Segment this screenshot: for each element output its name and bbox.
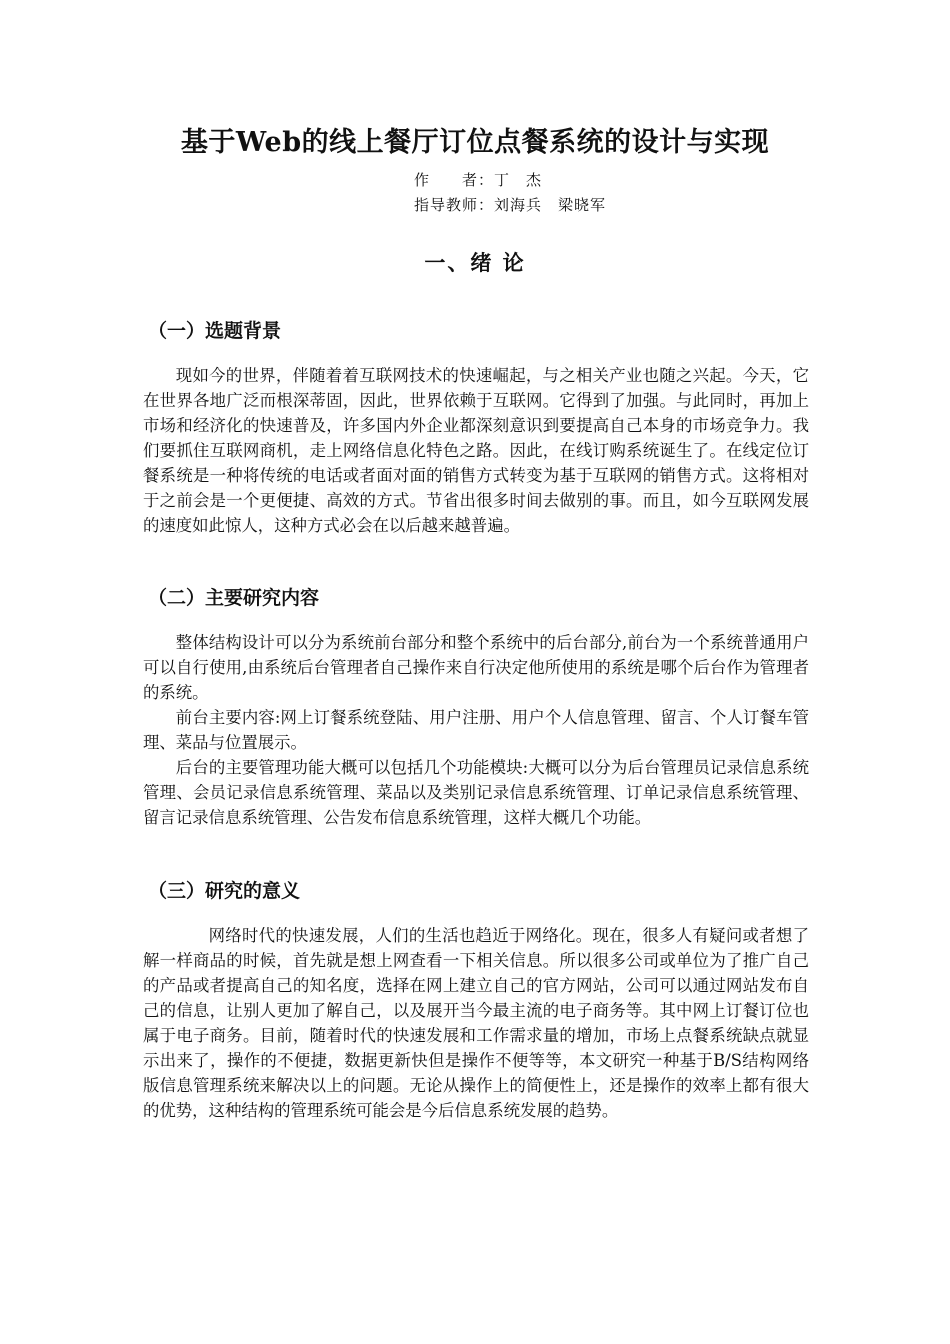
section-heading-significance: （三）研究的意义 [148, 880, 301, 902]
section-heading-background: （一）选题背景 [148, 320, 282, 342]
author-name: 丁 杰 [494, 171, 543, 189]
paragraph-backend: 后台的主要管理功能大概可以包括几个功能模块:大概可以分为后台管理员记录信息系统管理、会员记录信息系统管理、菜品以及类别记录信息系统管理、订单记录信息系统管理、留言记录信息系统管理、公告发布信息系统管理，这样大概几个功能。 [143, 758, 809, 827]
author-label: 作 者： [414, 171, 495, 189]
chapter-title: 一、绪 论 [424, 250, 526, 275]
advisor-line [414, 194, 606, 215]
author-line [414, 169, 542, 190]
advisor-label: 指导教师： [414, 196, 495, 214]
paragraph-significance: 网络时代的快速发展，人们的生活也趋近于网络化。现在，很多人有疑问或者想了解一样商品的时候，首先就是想上网查看一下相关信息。所以很多公司或单位为了推广自己的产品或者提高自己的知名度，选择在网上建立自己的官方网站，公司可以通过网站发布自己的信息，让别人更加了解自己，以及展开当今最主流的电子商务等。其中网上订餐订位也属于电子商务。目前，随着时代的快速发展和工作需求量的增加，市场上点餐系统缺点就显示出来了，操作的不便捷，数据更新快但是操作不便等等，本文研究一种基于B/S结构网络版信息管理系统来解决以上的问题。无论从操作上的简便性上，还是操作的效率上都有很大的优势，这种结构的管理系统可能会是今后信息系统发展的趋势。 [143, 926, 809, 1120]
paper-title: 基于Web的线上餐厅订位点餐系统的设计与实现 [180, 127, 770, 158]
paragraph-background: 现如今的世界，伴随着着互联网技术的快速崛起，与之相关产业也随之兴起。今天，它在世界各地广泛而根深蒂固，因此，世界依赖于互联网。它得到了加强。与此同时，再加上市场和经济化的快速普及，许多国内外企业都深刻意识到要提高自己本身的市场竞争力。我们要抓住互联网商机，走上网络信息化特色之路。因此，在线订购系统诞生了。在线定位订餐系统是一种将传统的电话或者面对面的销售方式转变为基于互联网的销售方式。这将相对于之前会是一个更便捷、高效的方式。节省出很多时间去做别的事。而且，如今互联网发展的速度如此惊人，这种方式必会在以后越来越普遍。 [143, 366, 809, 535]
advisor-names: 刘海兵 梁晓军 [494, 196, 607, 214]
section-heading-research-content: （二）主要研究内容 [148, 587, 320, 609]
paragraph-structure: 整体结构设计可以分为系统前台部分和整个系统中的后台部分,前台为一个系统普通用户可以自行使用,由系统后台管理者自己操作来自行决定他所使用的系统是哪个后台作为管理者的系统。 [143, 633, 809, 702]
paragraph-frontend: 前台主要内容:网上订餐系统登陆、用户注册、用户个人信息管理、留言、个人订餐车管理、菜品与位置展示。 [143, 708, 809, 752]
